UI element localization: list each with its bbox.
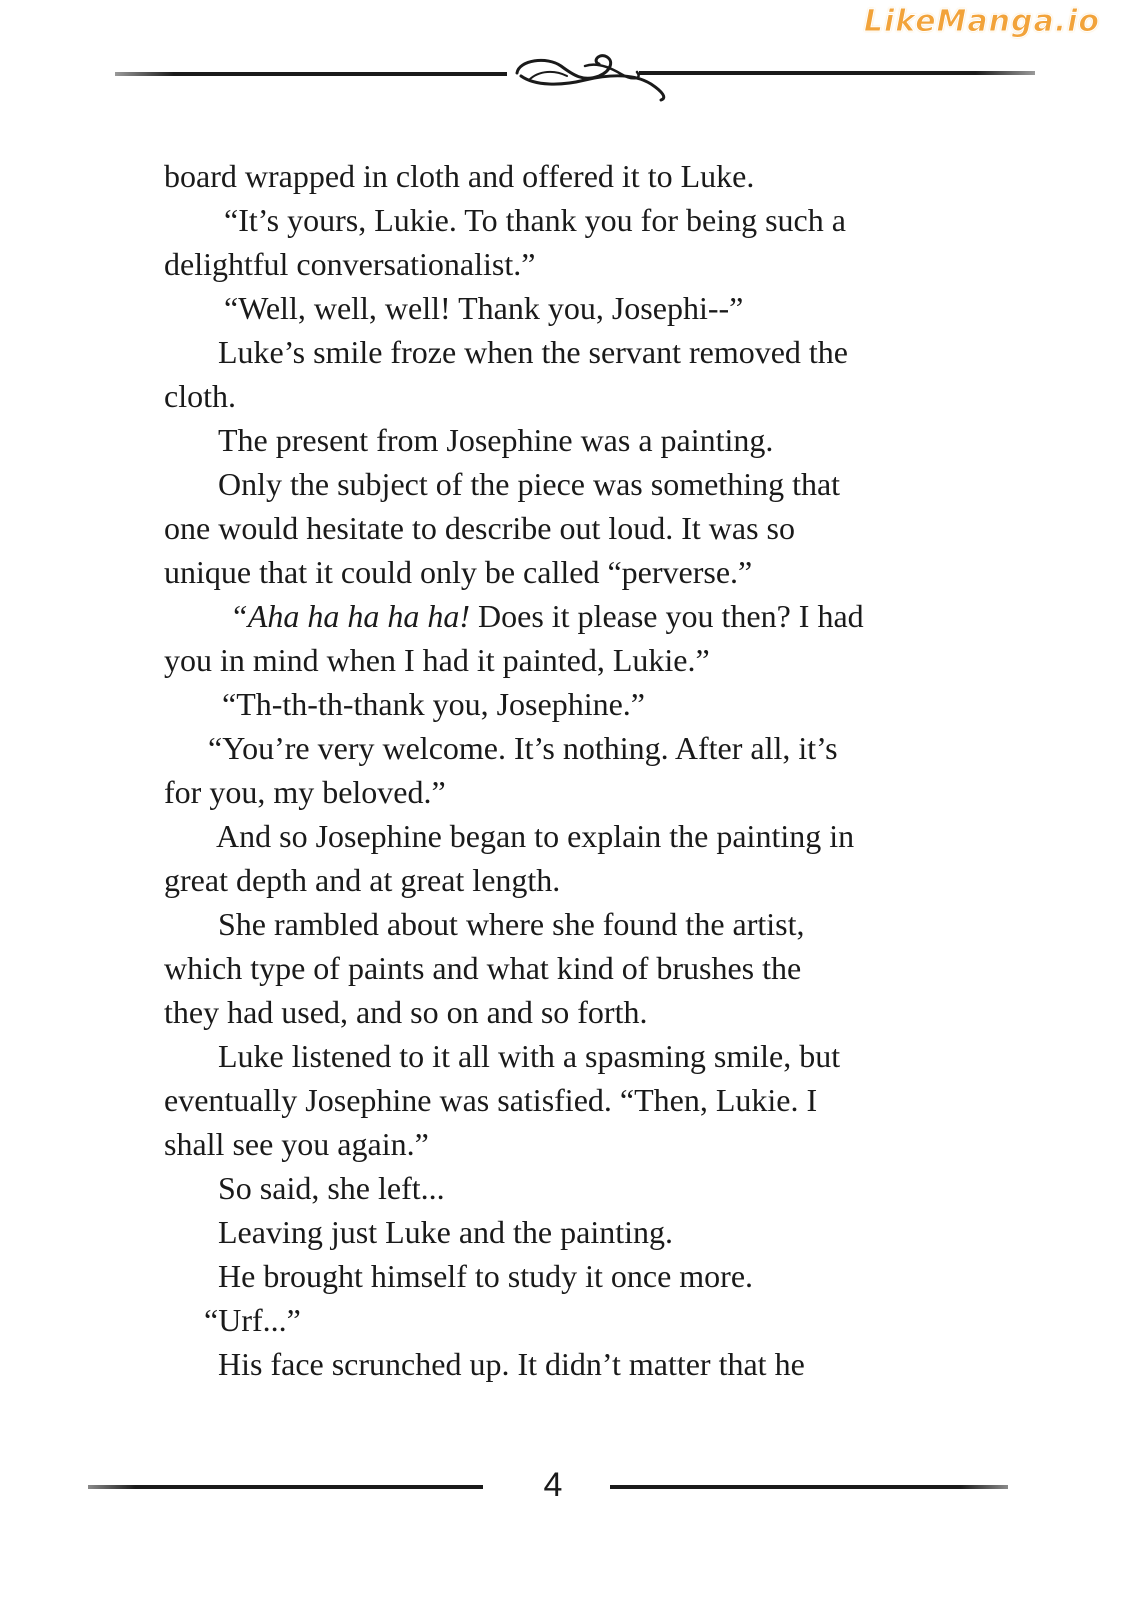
line-text: Only the subject of the piece was something that [218, 466, 841, 502]
line-text: one would hesitate to describe out loud. It was so [164, 510, 795, 546]
line-text: eventually Josephine was satisfied. “Then, Lukie. I [164, 1082, 818, 1118]
italic-text: “Aha ha ha ha ha! [230, 598, 470, 634]
site-watermark: LikeManga.io [863, 4, 1100, 39]
text-line [164, 1034, 964, 1078]
text-line [164, 858, 964, 902]
line-text: they had used, and so on and so forth. [164, 994, 648, 1030]
text-line [164, 506, 964, 550]
line-text: So said, she left... [218, 1170, 445, 1206]
line-text: Leaving just Luke and the painting. [218, 1214, 673, 1250]
page-footer [88, 1462, 1008, 1512]
line-text: “Urf...” [204, 1302, 301, 1338]
page-body-text [164, 154, 964, 1386]
line-text: “Th-th-th-thank you, Josephine.” [222, 686, 645, 722]
text-line [164, 462, 964, 506]
page-number: 4 [543, 1466, 563, 1504]
text-line [164, 1254, 964, 1298]
line-text: And so Josephine began to explain the painting in [216, 818, 855, 854]
line-text: great depth and at great length. [164, 862, 561, 898]
line-text: “You’re very welcome. It’s nothing. After all, it’s [208, 730, 838, 766]
line-text: He brought himself to study it once more. [218, 1258, 754, 1294]
line-text: which type of paints and what kind of brushes the [164, 950, 802, 986]
line-text: board wrapped in cloth and offered it to Luke. [164, 158, 755, 194]
line-text: shall see you again.” [164, 1126, 429, 1162]
line-text: “It’s yours, Lukie. To thank you for being such a [224, 202, 846, 238]
text-line [164, 1210, 964, 1254]
text-line [164, 682, 964, 726]
text-line [164, 594, 964, 638]
text-line [164, 154, 964, 198]
line-text: The present from Josephine was a painting. [218, 422, 774, 458]
text-line [164, 814, 964, 858]
text-line [164, 990, 964, 1034]
text-line [164, 286, 964, 330]
text-line [164, 638, 964, 682]
line-text: unique that it could only be called “perverse.” [164, 554, 753, 590]
footer-rule-left [88, 1485, 483, 1489]
line-text: His face scrunched up. It didn’t matter that he [218, 1346, 805, 1382]
line-text: delightful conversationalist.” [164, 246, 536, 282]
text-line [164, 1342, 964, 1386]
text-line [164, 1078, 964, 1122]
text-line [164, 1298, 964, 1342]
text-line [164, 374, 964, 418]
text-line [164, 770, 964, 814]
text-line [164, 550, 964, 594]
text-line [164, 946, 964, 990]
line-text: cloth. [164, 378, 236, 414]
line-text: Luke listened to it all with a spasming smile, but [218, 1038, 841, 1074]
line-text: Luke’s smile froze when the servant removed the [218, 334, 848, 370]
text-line [164, 330, 964, 374]
text-line [164, 418, 964, 462]
header-flourish-ornament [115, 40, 1035, 110]
text-line [164, 726, 964, 770]
footer-rule-right [610, 1485, 1008, 1489]
line-text: “Well, well, well! Thank you, Josephi--” [224, 290, 744, 326]
line-text: you in mind when I had it painted, Lukie.” [164, 642, 710, 678]
line-text: Does it please you then? I had [470, 598, 864, 634]
text-line [164, 242, 964, 286]
text-line [164, 1122, 964, 1166]
text-line [164, 1166, 964, 1210]
text-line [164, 198, 964, 242]
line-text: She rambled about where she found the artist, [218, 906, 805, 942]
line-text: for you, my beloved.” [164, 774, 446, 810]
text-line [164, 902, 964, 946]
